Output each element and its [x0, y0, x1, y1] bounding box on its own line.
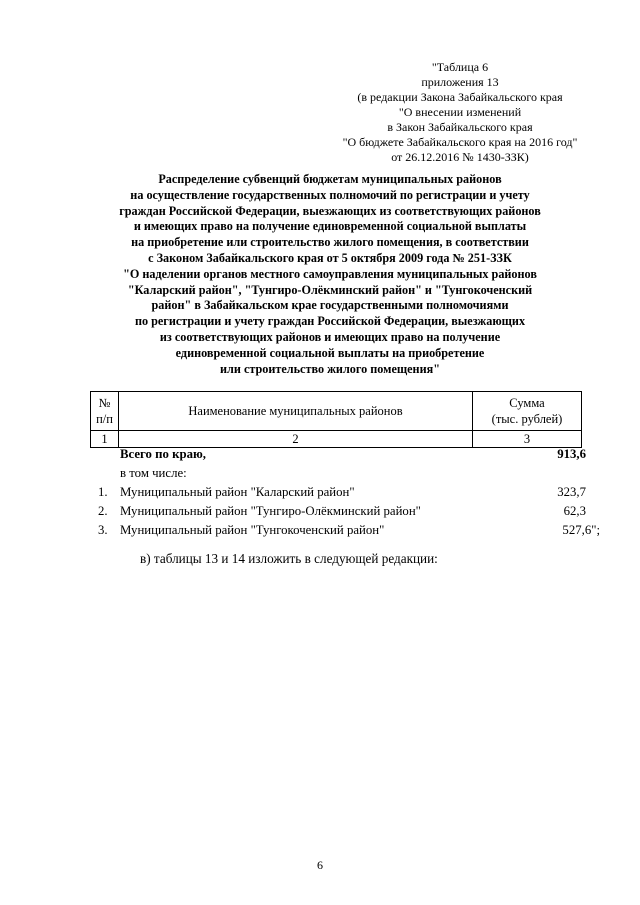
subsidy-table-header — [90, 391, 582, 448]
column-header-number: № п/п — [91, 392, 119, 431]
including-label: в том числе: — [120, 466, 187, 480]
title-line: с Законом Забайкальского края от 5 октября 2009 года № 251-ЗЗК — [148, 250, 512, 265]
header-line: "О бюджете Забайкальского края на 2016 год" — [342, 135, 578, 149]
table-head-row — [91, 392, 582, 431]
title-line: единовременной социальной выплаты на приобретение — [175, 345, 485, 360]
title-line: из соответствующих районов и имеющих право на получение — [159, 329, 501, 344]
district-name: Муниципальный район "Тунгокоченский район" — [120, 523, 385, 537]
title-line: район" в Забайкальском крае государственными полномочиями — [151, 298, 509, 313]
total-value: 913,6 — [557, 447, 586, 461]
district-name: Муниципальный район "Тунгиро-Олёкминский район" — [120, 504, 421, 518]
header-line: "Таблица 6 — [431, 60, 489, 74]
title-line: по регистрации и учету граждан Российской Федерации, выезжающих — [134, 314, 526, 329]
district-amount: 62,3 — [563, 504, 586, 518]
total-label: Всего по краю, — [120, 447, 206, 461]
header-line: приложения 13 — [421, 75, 499, 89]
column-header-name: Наименование муниципальных районов — [119, 392, 473, 431]
title-line: Распределение субвенций бюджетам муниципальных районов — [158, 172, 502, 186]
table-reference-header — [300, 60, 620, 165]
column-number: 2 — [119, 431, 473, 448]
header-line: (в редакции Закона Забайкальского края — [357, 90, 563, 104]
title-line: или строительство жилого помещения" — [220, 361, 440, 376]
header-line: в Закон Забайкальского края — [387, 120, 533, 134]
row-number: 1. — [98, 485, 108, 499]
header-line: от 26.12.2016 № 1430-ЗЗК) — [391, 150, 529, 164]
title-line: на приобретение или строительство жилого помещения, в соответствии — [131, 235, 529, 250]
column-number: 3 — [473, 431, 582, 448]
amendment-text: в) таблицы 13 и 14 изложить в следующей редакции: — [140, 551, 438, 566]
district-amount: 323,7 — [557, 485, 586, 499]
row-number: 2. — [98, 504, 108, 518]
table-body — [90, 447, 600, 542]
table-row — [90, 485, 600, 504]
total-row — [90, 447, 600, 466]
header-line: "О внесении изменений — [398, 105, 522, 119]
table-row — [90, 504, 600, 523]
title-line: граждан Российской Федерации, выезжающих из соответствующих районов — [119, 203, 541, 218]
column-header-sum: Сумма (тыс. рублей) — [473, 392, 582, 431]
title-line: и имеющих право на получение единовременной социальной выплаты — [133, 219, 527, 234]
title-line: "Каларский район", "Тунгиро-Олёкминский район" и "Тунгокоченский — [127, 282, 533, 297]
column-number: 1 — [91, 431, 119, 448]
document-title — [80, 172, 580, 377]
subtotal-caption-row — [90, 466, 600, 485]
title-line: на осуществление государственных полномочий по регистрации и учету — [130, 187, 530, 202]
table-row — [90, 523, 600, 542]
district-name: Муниципальный район "Каларский район" — [120, 485, 355, 499]
page-number: 6 — [317, 858, 323, 872]
title-line: "О наделении органов местного самоуправления муниципальных районов — [123, 266, 537, 281]
district-amount: 527,6"; — [562, 523, 600, 537]
row-number: 3. — [98, 523, 108, 537]
column-numbers-row — [91, 431, 582, 448]
